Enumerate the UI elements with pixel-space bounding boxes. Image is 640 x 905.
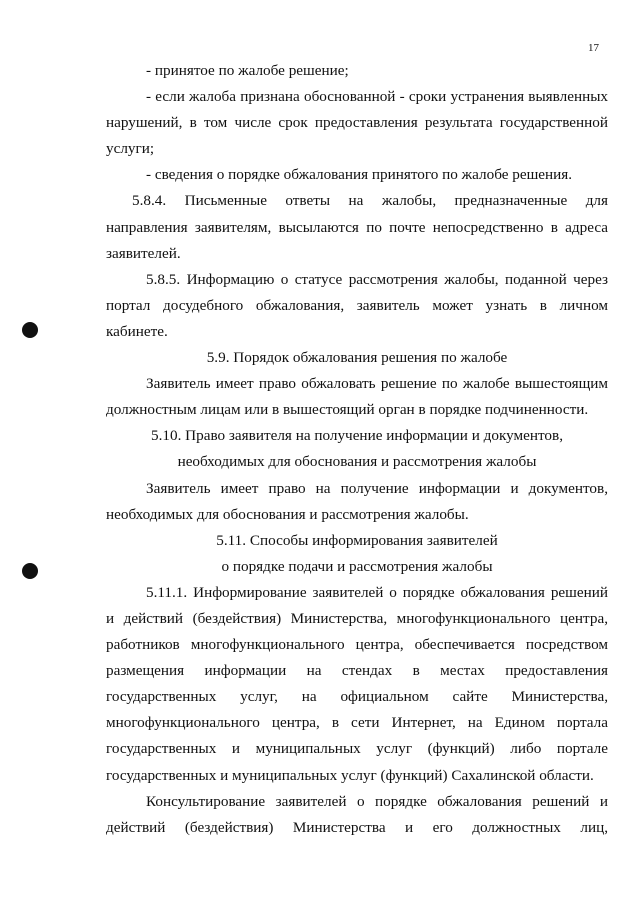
document-body [106,58,608,841]
text-line: - принятое по жалобе решение; [146,62,349,79]
text-line: кабинете. [106,322,168,340]
text-line: заявителей. [106,244,181,262]
text-line: нарушений, в том числе срок предоставления результата государственной [106,114,608,132]
section-heading: о порядке подачи и рассмотрения жалобы [221,557,493,575]
text-line: Заявитель имеет право на получение информации и документов, [146,479,608,497]
text-line: - если жалоба признана обоснованной - сроки устранения выявленных [146,88,608,106]
text-line: - сведения о порядке обжалования принятого по жалобе решения. [146,166,573,184]
text-line: направления заявителям, высылаются по почте непосредственно в адреса [106,218,608,236]
text-line: услуги; [106,140,155,158]
hole-punch-mark [22,563,38,579]
text-line: необходимых для обоснования и рассмотрения жалобы. [106,505,469,523]
text-line: работников многофункционального центра, обеспечивается посредством [106,636,608,654]
text-line: 5.11.1. Информирование заявителей о порядке обжалования решений [146,583,608,601]
text-line: и действий (бездействия) Министерства, многофункционального центра, [106,609,608,627]
text-line: должностным лицам или в вышестоящий орган в порядке подчиненности. [106,401,589,419]
text-line: многофункционального центра, в сети Интернет, на Едином портала [106,714,608,732]
section-heading: необходимых для обоснования и рассмотрения жалобы [177,453,537,471]
text-line: действий (бездействия) Министерства и его должностных лиц, [106,818,608,836]
text-line: Заявитель имеет право обжаловать решение по жалобе вышестоящим [146,375,608,393]
text-line: Консультирование заявителей о порядке обжалования решений и [146,792,608,810]
text-line: государственных услуг, на официальном сайте Министерства, [106,688,608,706]
text-line: размещения информации на стендах в местах предоставления [106,662,608,680]
section-heading: 5.10. Право заявителя на получение информации и документов, [151,427,563,445]
text-line: 5.8.4. Письменные ответы на жалобы, предназначенные для [132,192,608,210]
text-line: 5.8.5. Информацию о статусе рассмотрения жалобы, поданной через [146,270,608,288]
section-heading: 5.11. Способы информирования заявителей [216,531,498,549]
text-line: государственных и муниципальных услуг (функций) Сахалинской области. [106,766,594,784]
text-line: государственных и муниципальных услуг (функций) либо портале [106,740,608,758]
hole-punch-mark [22,322,38,338]
section-heading: 5.9. Порядок обжалования решения по жалобе [206,349,508,367]
text-line: портал досудебного обжалования, заявитель может узнать в личном [106,296,608,314]
page-number: 17 [588,42,599,54]
